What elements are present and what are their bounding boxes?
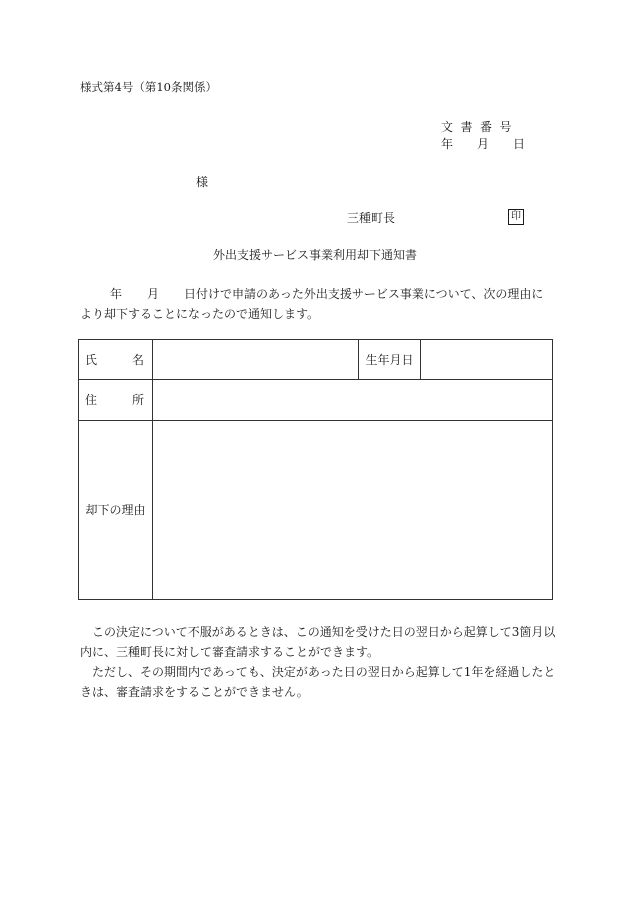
addressee-honorific: 様 [196,175,209,189]
issue-date [441,138,525,150]
seal-mark: 印 [508,209,524,225]
rejection-reason-value-cell[interactable] [153,421,553,600]
table-row [79,421,553,600]
name-label-first: 氏 [85,352,98,367]
birth-date-label: 生年月日 [359,340,421,380]
date-year-label: 年 [441,137,454,151]
document-number-label: 文書番号 [441,120,520,134]
birth-date-value-cell[interactable] [421,340,553,380]
intro-month-label: 月 [147,287,160,301]
issuer-name: 三種町長 [347,211,396,225]
appeal-notice [80,622,558,702]
name-label-second: 名 [131,352,144,367]
intro-paragraph [80,284,555,324]
address-label-first: 住 [85,393,98,407]
table-row [79,380,553,421]
form-number: 様式第4号（第10条関係） [80,80,217,94]
address-label-cell [79,380,153,421]
address-value-cell[interactable] [153,380,553,421]
appeal-notice-paragraph-2: ただし、その期間内であっても、決定があった日の翌日から起算して1年を経過したときは、審査請求をすることができません。 [80,665,556,699]
intro-text: 日付けで申請のあった外出支援サービス事業について、次の理由により却下することになったので通知します。 [80,287,544,321]
date-month-label: 月 [477,137,490,151]
document-title: 外出支援サービス事業利用却下通知書 [212,248,417,262]
name-label-cell [79,340,153,380]
appeal-notice-paragraph-1: この決定について不服があるときは、この通知を受けた日の翌日から起算して3箇月以内に、三種町長に対して審査請求することができます。 [80,625,556,659]
rejection-reason-label: 却下の理由 [79,421,153,600]
name-value-cell[interactable] [153,340,359,380]
date-day-label: 日 [513,137,526,151]
address-label-second: 所 [131,393,144,407]
applicant-info-table [78,339,553,600]
intro-year-label: 年 [110,287,123,301]
table-row [79,340,553,380]
